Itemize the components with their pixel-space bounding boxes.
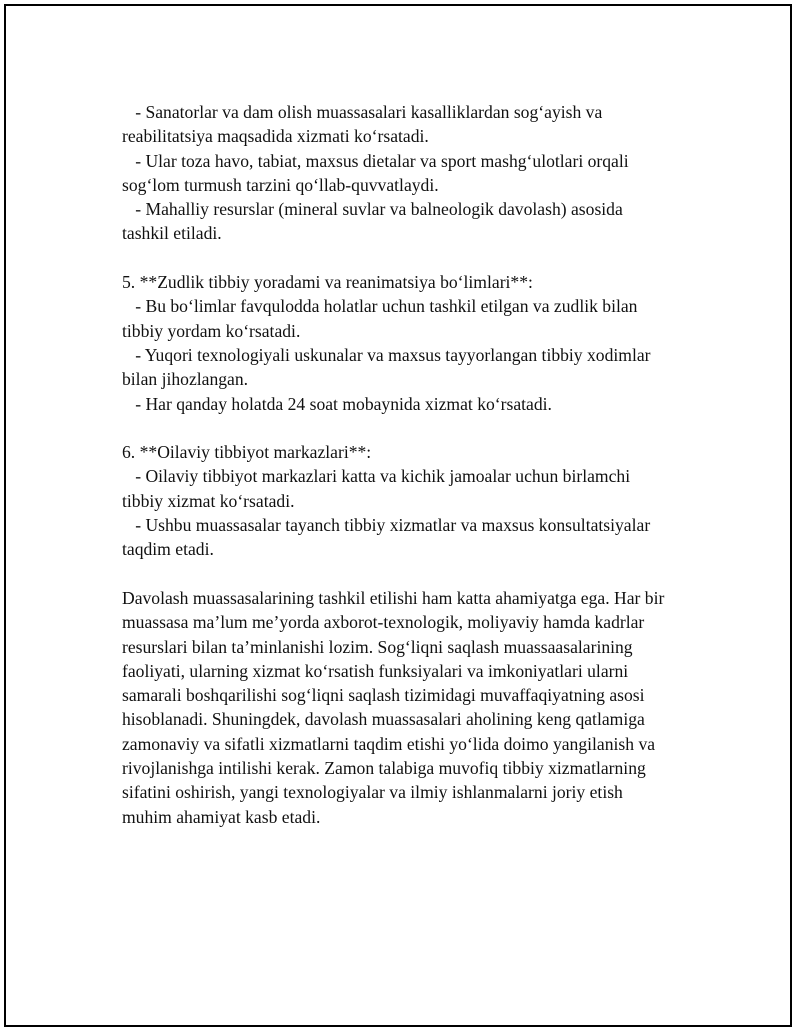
text-line: taqdim etadi. — [122, 539, 214, 560]
text-line: - Bu bo‘limlar favqulodda holatlar uchun tashkil etilgan va zudlik bilan — [122, 296, 638, 317]
text-line: zamonaviy va sifatli xizmatlarni taqdim etishi yo‘lida doimo yangilanish va — [122, 733, 656, 754]
text-line: Davolash muassasalarining tashkil etilishi ham katta ahamiyatga ega. Har bir — [122, 587, 665, 608]
section-family-medicine — [122, 440, 702, 561]
document-page — [4, 4, 792, 1027]
text-line: sog‘lom turmush tarzini qo‘llab-quvvatlaydi. — [122, 174, 439, 195]
text-line: - Yuqori texnologiyali uskunalar va maxsus tayyorlangan tibbiy xodimlar — [122, 344, 651, 365]
section-emergency-departments — [122, 270, 702, 416]
text-line: muassasa ma’lum me’yorda axborot-texnologik, moliyaviy hamda kadrlar — [122, 612, 645, 633]
text-line: samarali boshqarilishi sog‘liqni saqlash tizimidagi muvaffaqiyatning asosi — [122, 685, 645, 706]
text-line: faoliyati, ularning xizmat ko‘rsatish funksiyalari va imkoniyatlari ularni — [122, 660, 629, 681]
text-line: - Sanatorlar va dam olish muassasalari kasalliklardan sog‘ayish va — [122, 102, 603, 122]
paragraph-spacer — [122, 416, 702, 440]
paragraph-spacer — [122, 562, 702, 586]
section-heading: 5. **Zudlik tibbiy yoradami va reanimatsiya bo‘limlari**: — [122, 272, 533, 293]
text-line: - Mahalliy resurslar (mineral suvlar va balneologik davolash) asosida — [122, 199, 623, 220]
text-line: reabilitatsiya maqsadida xizmati ko‘rsatadi. — [122, 126, 429, 147]
paragraph-spacer — [122, 246, 702, 270]
document-body — [122, 100, 702, 829]
text-line: bilan jihozlangan. — [122, 369, 249, 390]
text-line: tashkil etiladi. — [122, 223, 222, 244]
text-line: - Ushbu muassasalar tayanch tibbiy xizmatlar va maxsus konsultatsiyalar — [122, 515, 651, 536]
text-line: resurslari bilan ta’minlanishi lozim. Sog‘liqni saqlash muassaasalarining — [122, 636, 633, 657]
section-heading: 6. **Oilaviy tibbiyot markazlari**: — [122, 442, 372, 463]
text-line: hisoblanadi. Shuningdek, davolash muassasalari aholining keng qatlamiga — [122, 709, 645, 730]
text-line: muhim ahamiyat kasb etadi. — [122, 806, 321, 827]
text-line: sifatini oshirish, yangi texnologiyalar va ilmiy ishlanmalarni joriy etish — [122, 782, 623, 803]
text-line: tibbiy yordam ko‘rsatadi. — [122, 320, 301, 341]
text-line: rivojlanishga intilishi kerak. Zamon talabiga muvofiq tibbiy xizmatlarning — [122, 758, 646, 779]
text-line: - Har qanday holatda 24 soat mobaynida xizmat ko‘rsatadi. — [122, 393, 552, 414]
text-line: - Oilaviy tibbiyot markazlari katta va kichik jamoalar uchun birlamchi — [122, 466, 631, 487]
text-line: - Ular toza havo, tabiat, maxsus dietalar va sport mashg‘ulotlari orqali — [122, 150, 629, 171]
paragraph-sanatoriums — [122, 100, 702, 246]
text-line: tibbiy xizmat ko‘rsatadi. — [122, 490, 295, 511]
paragraph-conclusion — [122, 586, 702, 829]
